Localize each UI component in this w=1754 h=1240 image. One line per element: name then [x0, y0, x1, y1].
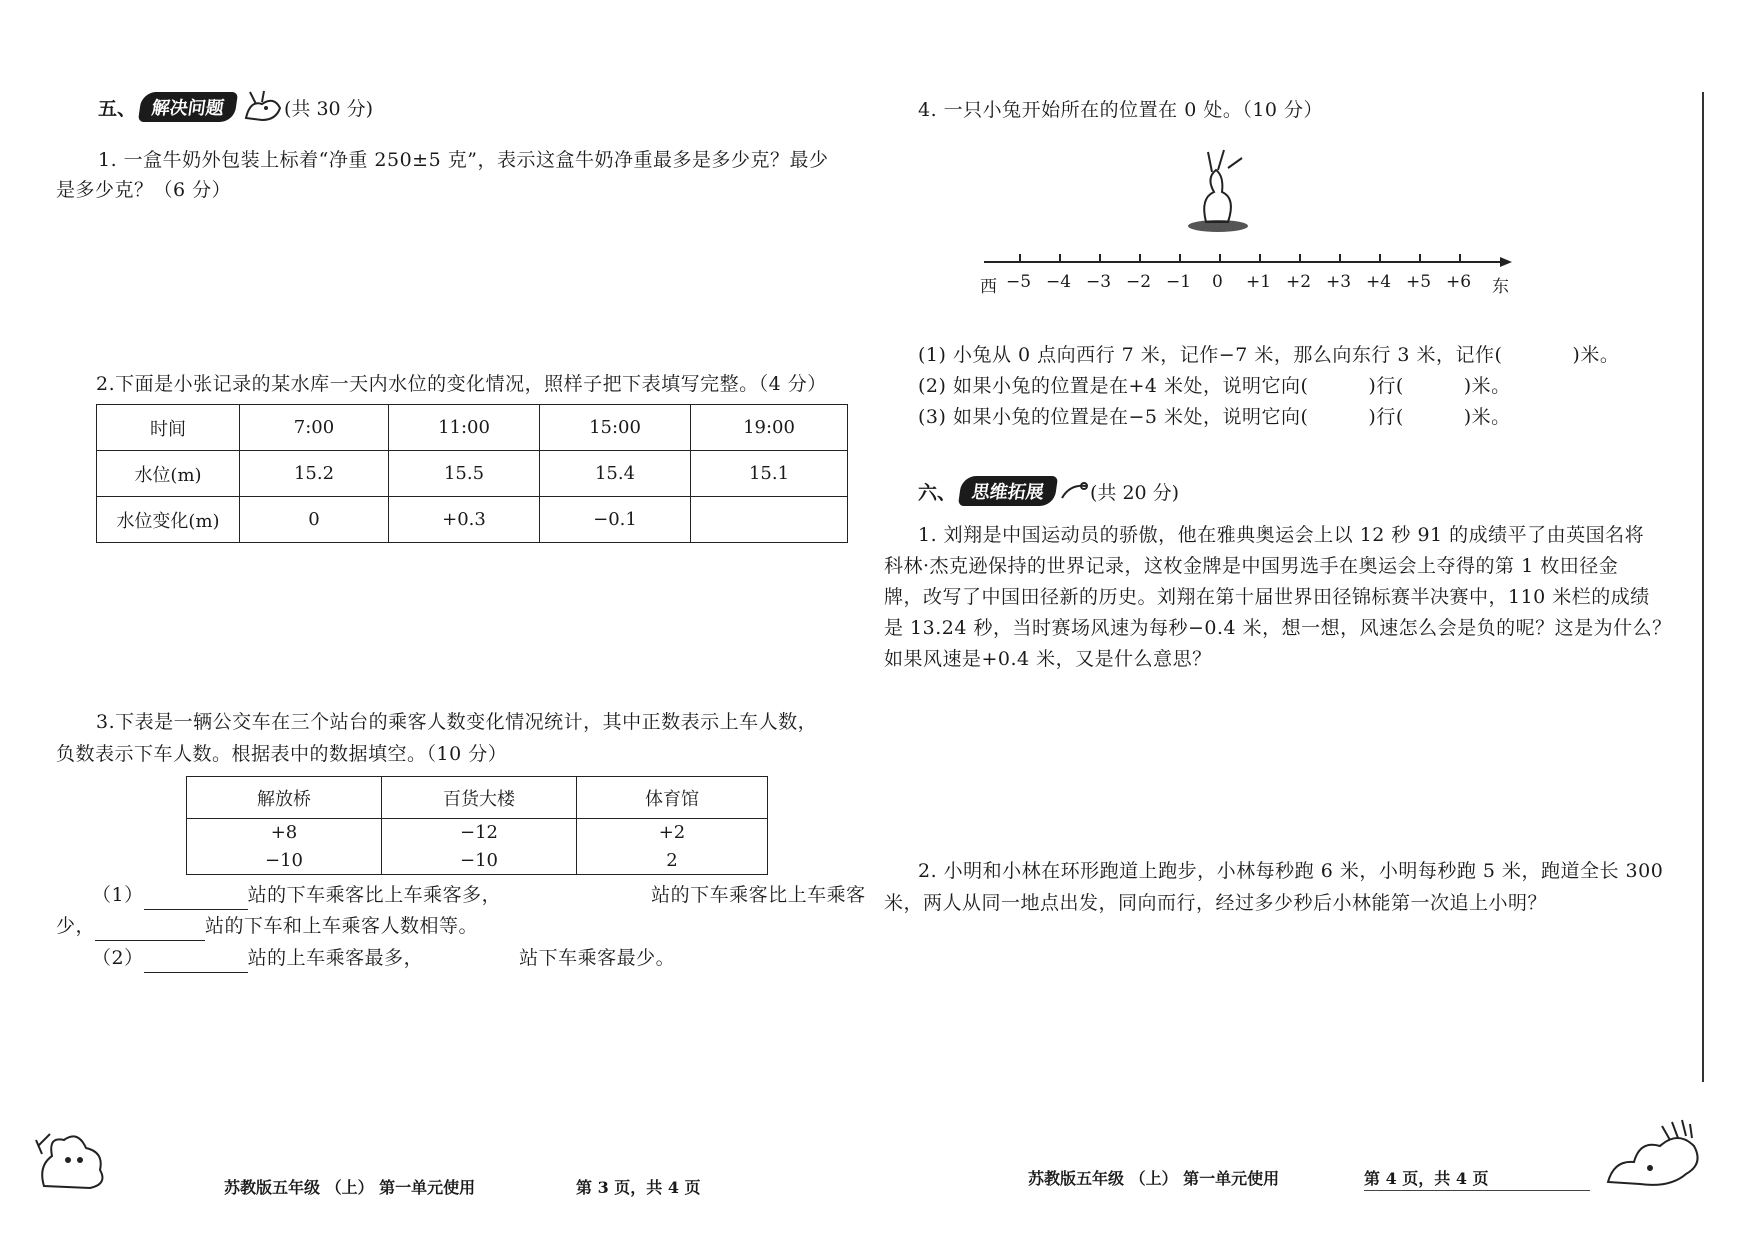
number-line-label: 东 [1492, 277, 1509, 297]
cartoon-corner-icon [34, 1126, 114, 1192]
q3-part2-line [92, 942, 675, 973]
q4-part1-text: (1) 小兔从 0 点向西行 7 米，记作−7 米，那么向东行 3 米，记作( [918, 344, 1503, 366]
pencil-sketch-icon [1060, 480, 1090, 502]
q3-part1-less: 少， [56, 915, 96, 937]
section5-banner: 解决问题 [138, 92, 238, 122]
table-cell: 15.4 [540, 451, 691, 497]
section6-number: 六、 [918, 481, 957, 504]
q3-part1-text-b: 站的下车乘客比上车乘客 [651, 884, 866, 906]
bus-passenger-table [186, 776, 768, 875]
section5-points: (共 30 分) [284, 97, 374, 120]
table-header-cell: 时间 [97, 405, 240, 451]
q1-line2: 是多少克？（6 分） [56, 179, 232, 201]
table-header-cell: 解放桥 [187, 777, 382, 819]
answer-blank[interactable] [1308, 371, 1368, 401]
q1-line1: 1. 一盒牛奶外包装上标着“净重 250±5 克”，表示这盒牛奶净重最多是多少克？最少 [98, 149, 829, 171]
q4-part3 [918, 402, 1511, 432]
q3-part1-text: 站的下车乘客比上车乘客多， [247, 884, 502, 906]
rabbit-mascot-icon [240, 90, 284, 124]
q3-line1: 3.下表是一辆公交车在三个站台的乘客人数变化情况统计，其中正数表示上车人数， [96, 711, 818, 733]
table-cell: −12 [382, 819, 577, 847]
number-line-label: 0 [1212, 272, 1223, 292]
q3-part1-equal: 站的下车和上车乘客人数相等。 [205, 915, 479, 937]
table-cell: 0 [240, 497, 389, 543]
q4-part1 [918, 340, 1619, 370]
q4-part2-mid: )行( [1368, 375, 1404, 397]
number-line-label: +5 [1406, 272, 1432, 292]
q3-part2-text: 站的上车乘客最多， [247, 947, 424, 969]
number-line-label: +3 [1326, 272, 1352, 292]
table-header-cell: 7:00 [240, 405, 389, 451]
table-row [97, 497, 848, 543]
q3-part1-line2 [56, 910, 478, 941]
page-right-border [1702, 92, 1704, 1082]
footer-page-right: 第 4 页，共 4 页 [1364, 1169, 1489, 1188]
q6-2-line2: 米，两人从同一地点出发，同向而行，经过多少秒后小林能第一次追上小明？ [884, 892, 1548, 914]
q3-part1-label: （1） [92, 884, 144, 906]
table-cell: −0.1 [540, 497, 691, 543]
table-row [97, 405, 848, 451]
table-cell: 2 [577, 847, 768, 875]
q3-part2-text-b: 站下车乘客最少。 [519, 947, 676, 969]
q6-1-line1: 1. 刘翔是中国运动员的骄傲，他在雅典奥运会上以 12 秒 91 的成绩平了由英国名将 [918, 524, 1645, 546]
table-cell: 水位(m) [97, 451, 240, 497]
number-line-labels [980, 272, 1520, 298]
number-line-label: −2 [1126, 272, 1152, 292]
answer-blank[interactable] [1404, 402, 1464, 432]
q2-prompt: 2.下面是小张记录的某水库一天内水位的变化情况，照样子把下表填写完整。（4 分） [96, 373, 827, 395]
number-line-label: −4 [1046, 272, 1072, 292]
number-line-label: +6 [1446, 272, 1472, 292]
table-row [187, 819, 768, 847]
footer-rule [1364, 1190, 1590, 1191]
table-cell: −10 [187, 847, 382, 875]
answer-blank-cell[interactable] [691, 497, 848, 543]
q4-part1-unit: )米。 [1572, 344, 1620, 366]
q6-1-line5: 如果风速是+0.4 米，又是什么意思？ [884, 648, 1212, 670]
answer-blank[interactable] [1404, 371, 1464, 401]
table-header-cell: 体育馆 [577, 777, 768, 819]
answer-blank[interactable] [1308, 402, 1368, 432]
q6-2-line1: 2. 小明和小林在环形跑道上跑步，小林每秒跑 6 米，小明每秒跑 5 米，跑道全长 300 [918, 860, 1664, 882]
table-row [187, 777, 768, 819]
q4-part3-mid: )行( [1368, 406, 1404, 428]
q3-line2: 负数表示下车人数。根据表中的数据填空。（10 分） [56, 743, 508, 765]
q3-part2-label: （2） [92, 947, 144, 969]
q4-part3-unit: )米。 [1463, 406, 1511, 428]
answer-blank[interactable] [501, 880, 651, 910]
footer-book-left: 苏教版五年级 （上） 第一单元使用 [224, 1178, 476, 1197]
table-header-cell: 百货大楼 [382, 777, 577, 819]
table-cell: −10 [382, 847, 577, 875]
answer-blank[interactable] [1502, 340, 1572, 370]
number-line-ticks [1020, 254, 1460, 262]
q4-part2-text: (2) 如果小兔的位置是在+4 米处，说明它向( [918, 375, 1309, 397]
number-line-label: 西 [980, 277, 997, 297]
section5-number: 五、 [98, 97, 137, 120]
answer-blank[interactable] [95, 910, 205, 941]
table-cell: +2 [577, 819, 768, 847]
number-line-label: −3 [1086, 272, 1112, 292]
section5-title [98, 90, 373, 124]
answer-blank[interactable] [144, 942, 248, 973]
table-cell: 15.1 [691, 451, 848, 497]
number-line-label: −5 [1006, 272, 1032, 292]
table-header-cell: 15:00 [540, 405, 691, 451]
table-header-cell: 19:00 [691, 405, 848, 451]
q4-part3-text: (3) 如果小兔的位置是在−5 米处，说明它向( [918, 406, 1309, 428]
table-cell: +0.3 [389, 497, 540, 543]
number-line-label: −1 [1166, 272, 1192, 292]
table-row [97, 451, 848, 497]
number-line-label: +4 [1366, 272, 1392, 292]
q6-1-line2: 科林·杰克逊保持的世界记录，这枚金牌是中国男选手在奥运会上夺得的第 1 枚田径金 [884, 555, 1619, 577]
answer-blank[interactable] [423, 943, 519, 973]
section6-banner: 思维拓展 [958, 476, 1058, 506]
section6-title [918, 476, 1179, 506]
answer-blank[interactable] [144, 879, 248, 910]
cartoon-corner-icon [1600, 1116, 1704, 1192]
section6-points: (共 20 分) [1090, 481, 1180, 504]
footer-page-left: 第 3 页，共 4 页 [576, 1178, 701, 1197]
q3-part1-line1 [92, 879, 866, 910]
table-row [187, 847, 768, 875]
footer-book-right: 苏教版五年级 （上） 第一单元使用 [1028, 1169, 1280, 1188]
q6-1-line4: 是 13.24 秒，当时赛场风速为每秒−0.4 米，想一想，风速怎么会是负的呢？这是为什么？ [884, 617, 1672, 639]
water-level-table [96, 404, 848, 543]
q4-prompt: 4. 一只小兔开始所在的位置在 0 处。（10 分） [918, 99, 1324, 121]
q4-part2-unit: )米。 [1463, 375, 1511, 397]
q6-1-line3: 牌，改写了中国田径新的历史。刘翔在第十届世界田径锦标赛半决赛中，110 米栏的成绩 [884, 586, 1650, 608]
table-header-cell: 11:00 [389, 405, 540, 451]
rabbit-mascot-icon [1184, 148, 1254, 234]
number-line-label: +1 [1246, 272, 1272, 292]
q4-part2 [918, 371, 1511, 401]
number-line-label: +2 [1286, 272, 1312, 292]
table-cell: 水位变化(m) [97, 497, 240, 543]
table-cell: 15.5 [389, 451, 540, 497]
table-cell: 15.2 [240, 451, 389, 497]
table-cell: +8 [187, 819, 382, 847]
